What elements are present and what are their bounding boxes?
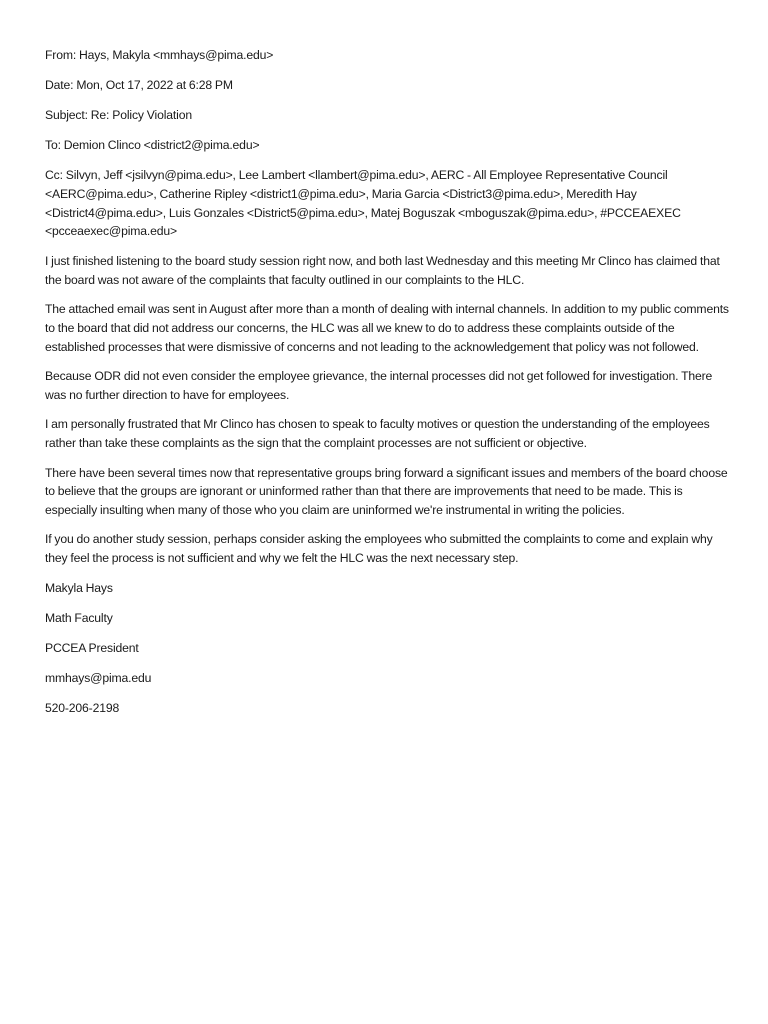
signature-role: PCCEA President [45, 640, 139, 655]
signature-name: Makyla Hays [45, 580, 113, 595]
body-paragraph: The attached email was sent in August after more than a month of dealing with internal channels. In addition to my public comments to the board that did not address our concerns, the HLC was all we knew to do to address these complaints outside of the established processes that were dismissive of concerns and not leading to the acknowledgement that policy was not followed. [45, 302, 729, 354]
signature-email: mmhays@pima.edu [45, 670, 152, 685]
body-paragraph: There have been several times now that representative groups bring forward a significant issues and members of the board choose to believe that the groups are ignorant or uninformed rather than that there are improvements that need to be made. This is especially insulting when many of those who you claim are uninformed we're instrumental in writing the policies. [45, 465, 728, 517]
signature-phone: 520-206-2198 [45, 700, 120, 715]
body-paragraph: I just finished listening to the board study session right now, and both last Wednesday and this meeting Mr Clinco has claimed that the board was not aware of the complaints that faculty outlined in our complaints to the HLC. [45, 254, 720, 287]
email-subject: Subject: Re: Policy Violation [45, 108, 192, 123]
body-paragraph: Because ODR did not even consider the employee grievance, the internal processes did not get followed for investigation. There was no further direction to have for employees. [45, 369, 713, 402]
body-paragraph: I am personally frustrated that Mr Clinco has chosen to speak to faculty motives or question the understanding of the employees rather than take these complaints as the sign that the complaint processes are not sufficient or objective. [45, 417, 710, 450]
email-to: To: Demion Clinco <district2@pima.edu> [45, 138, 260, 153]
email-from: From: Hays, Makyla <mmhays@pima.edu> [45, 48, 274, 62]
email-date: Date: Mon, Oct 17, 2022 at 6:28 PM [45, 78, 233, 93]
email-cc: Cc: Silvyn, Jeff <jsilvyn@pima.edu>, Lee Lambert <llambert@pima.edu>, AERC - All Employee Representative Council <AERC@pima.edu>, Catherine Ripley <district1@pima.edu>, Maria Garcia <District3@pima.edu>, Meredith Hay <District4@pima.edu>, Luis Gonzales <District5@pima.edu>, Matej Boguszak <mboguszak@pima.edu>, #PCCEAEXEC <pcceaexec@pima.edu> [45, 168, 681, 239]
body-paragraph: If you do another study session, perhaps consider asking the employees who submitted the complaints to come and explain why they feel the process is not sufficient and why we felt the HLC was the next necessary step. [45, 532, 713, 565]
email-document [45, 46, 730, 729]
signature-title: Math Faculty [45, 610, 113, 625]
